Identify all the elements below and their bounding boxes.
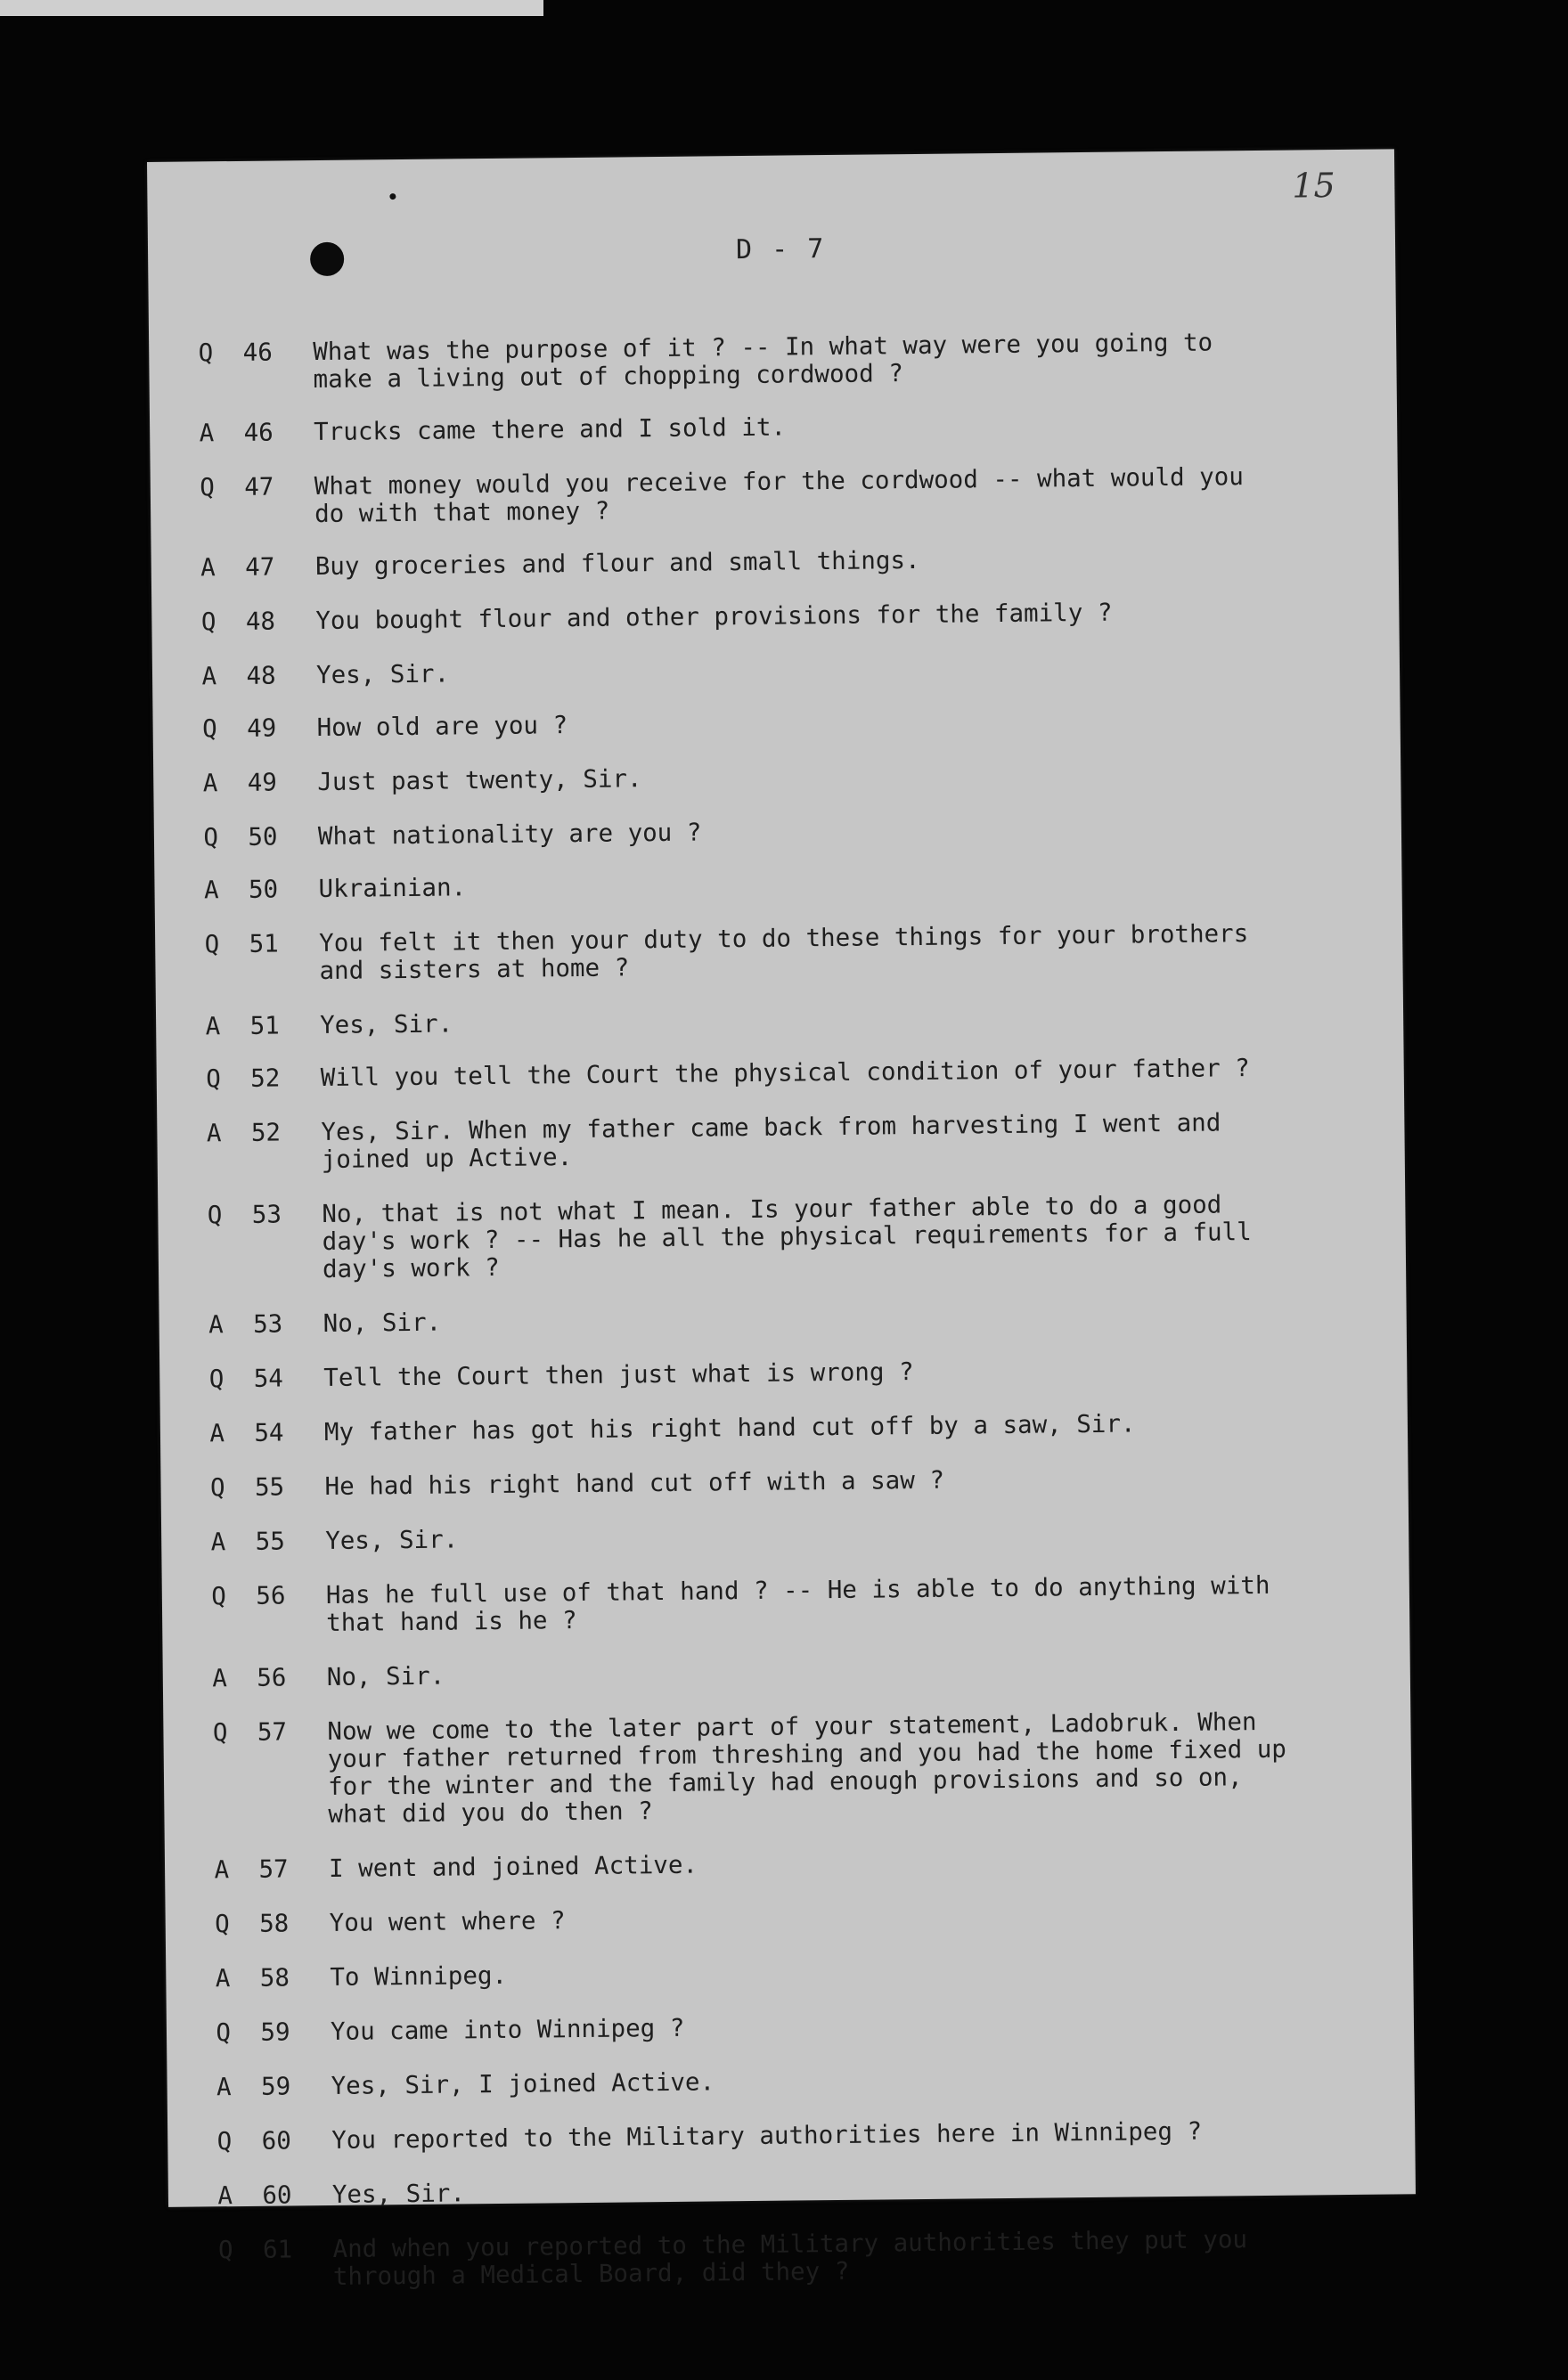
document-page <box>147 149 1416 2291</box>
qa-row <box>150 407 1397 448</box>
answer-marker: A <box>202 769 218 798</box>
question-marker: Q <box>208 1365 225 1394</box>
question-text: What money would you receive for the cordwood -- what would you do with that money ? <box>314 462 1244 529</box>
question-text: Will you tell the Court the physical condition of your father ? <box>320 1054 1250 1093</box>
question-marker: Q <box>200 607 216 637</box>
answer-text: Yes, Sir. <box>331 2179 466 2209</box>
question-text: Tell the Court then just what is wrong ? <box>323 1357 914 1392</box>
qa-row <box>154 811 1401 852</box>
handwritten-page-number: 15 <box>1292 166 1335 206</box>
answer-marker: A <box>215 1964 231 1993</box>
question-marker: Q <box>198 338 214 368</box>
entry-number: 56 <box>256 1581 286 1610</box>
qa-row <box>167 2007 1414 2048</box>
qa-row <box>157 1053 1404 1094</box>
answer-marker: A <box>210 1528 226 1557</box>
qa-row <box>160 1407 1408 1448</box>
entry-number: 52 <box>250 1118 282 1147</box>
entry-number: 54 <box>253 1364 284 1393</box>
question-text: Has he full use of that hand ? -- He is able to do anything with that hand is he ? <box>325 1570 1270 1637</box>
question-text: He had his right hand cut off with a saw ? <box>324 1465 945 1501</box>
entry-number: 48 <box>245 607 276 636</box>
answer-text: Yes, Sir. <box>319 1009 453 1040</box>
entry-number: 54 <box>254 1418 284 1447</box>
entry-number: 59 <box>260 2017 290 2047</box>
answer-marker: A <box>217 2181 233 2211</box>
entry-number: 58 <box>259 1963 290 1993</box>
answer-marker: A <box>199 419 215 448</box>
question-text: You came into Winnipeg ? <box>330 2013 685 2046</box>
answer-marker: A <box>205 1012 221 1041</box>
entry-number: 57 <box>257 1717 288 1747</box>
answer-marker: A <box>201 662 217 691</box>
entry-number: 46 <box>243 418 274 447</box>
qa-row <box>151 596 1399 637</box>
answer-text: Yes, Sir. When my father came back from harvesting I went and joined up Active. <box>321 1108 1221 1175</box>
answer-text: Yes, Sir. <box>325 1525 459 1555</box>
question-text: What nationality are you ? <box>317 818 702 852</box>
entry-number: 53 <box>251 1200 282 1229</box>
answer-text: Yes, Sir, I joined Active. <box>331 2067 715 2100</box>
qa-row <box>163 1652 1410 1693</box>
answer-text: To Winnipeg. <box>330 1960 508 1992</box>
question-marker: Q <box>217 2236 233 2265</box>
entry-number: 60 <box>261 2126 292 2156</box>
qa-row <box>159 1353 1407 1394</box>
question-marker: Q <box>204 930 220 959</box>
answer-text: Yes, Sir. <box>315 659 450 690</box>
qa-row <box>155 918 1403 987</box>
qa-row <box>152 650 1400 691</box>
qa-row <box>161 1516 1409 1557</box>
qa-row <box>160 1462 1408 1503</box>
answer-text: I went and joined Active. <box>328 1850 698 1883</box>
qa-row <box>156 1000 1403 1041</box>
entry-number: 55 <box>254 1472 285 1502</box>
qa-row <box>166 1952 1413 1993</box>
entry-number: 57 <box>258 1854 289 1884</box>
qa-row <box>167 2115 1415 2156</box>
question-text: You reported to the Military authorities here in Winnipeg ? <box>331 2116 1203 2155</box>
qa-row <box>165 1844 1412 1885</box>
answer-marker: A <box>209 1419 225 1448</box>
entry-number: 55 <box>255 1527 285 1556</box>
entry-number: 56 <box>257 1663 287 1692</box>
answer-text: Ukrainian. <box>318 873 467 904</box>
question-text: What was the purpose of it ? -- In what way were you going to make a living out of chopping cordwood ? <box>313 328 1213 395</box>
qa-row <box>151 542 1399 583</box>
qa-row <box>168 2224 1417 2293</box>
entry-number: 50 <box>248 822 278 852</box>
ink-speck <box>389 193 396 200</box>
qa-row <box>154 864 1401 905</box>
question-marker: Q <box>211 1582 227 1611</box>
entry-number: 51 <box>249 1011 280 1040</box>
entry-number: 47 <box>245 552 275 582</box>
answer-marker: A <box>200 553 216 583</box>
question-text: You felt it then your duty to do these things for your brothers and sisters at home ? <box>319 919 1249 986</box>
answer-text: My father has got his right hand cut off by a saw, Sir. <box>323 1409 1136 1447</box>
answer-marker: A <box>206 1119 222 1148</box>
answer-text: Trucks came there and I sold it. <box>314 412 787 447</box>
entry-number: 53 <box>252 1309 283 1339</box>
qa-row <box>151 461 1399 530</box>
top-edge-strip <box>0 0 543 16</box>
question-marker: Q <box>216 2127 233 2156</box>
entry-number: 52 <box>250 1064 281 1093</box>
question-text: How old are you ? <box>316 711 568 743</box>
question-text: And when you reported to the Military authorities they put you through a Medical Board, did they ? <box>332 2225 1248 2291</box>
question-marker: Q <box>216 2018 232 2048</box>
qa-row <box>153 757 1401 798</box>
question-text: Now we come to the later part of your statement, Ladobruk. When your father returned from threshing and you had the home fixed up for the winter and the family had enough provisions and so on, what did you do then ? <box>327 1708 1287 1829</box>
question-text: You bought flour and other provisions for the family ? <box>315 598 1113 636</box>
qa-row <box>163 1707 1411 1830</box>
qa-transcript <box>149 300 1417 2293</box>
entry-number: 49 <box>246 713 277 743</box>
entry-number: 59 <box>260 2072 291 2101</box>
qa-row <box>153 703 1401 744</box>
question-marker: Q <box>209 1473 225 1503</box>
entry-number: 61 <box>262 2235 293 2264</box>
answer-marker: A <box>214 1855 230 1885</box>
qa-row <box>158 1189 1406 1285</box>
qa-row <box>168 2170 1416 2211</box>
entry-number: 49 <box>247 768 278 797</box>
entry-number: 48 <box>246 661 276 690</box>
entry-number: 60 <box>262 2180 292 2210</box>
qa-row <box>166 1898 1413 1939</box>
qa-row <box>167 2061 1414 2102</box>
qa-row <box>159 1299 1407 1340</box>
question-text: No, that is not what I mean. Is your father able to do a good day's work ? -- Has he all the physical requirements for a full day's work ? <box>322 1190 1252 1284</box>
qa-row <box>157 1107 1405 1176</box>
punch-hole <box>310 242 344 276</box>
entry-number: 46 <box>242 338 273 367</box>
page-header: D - 7 <box>735 233 826 266</box>
entry-number: 51 <box>249 929 279 958</box>
qa-row <box>162 1570 1410 1639</box>
question-marker: Q <box>200 473 215 502</box>
answer-marker: A <box>203 876 219 905</box>
answer-text: No, Sir. <box>326 1661 445 1691</box>
question-marker: Q <box>207 1201 223 1230</box>
answer-marker: A <box>216 2073 232 2102</box>
question-marker: Q <box>214 1910 230 1939</box>
qa-row <box>149 327 1397 395</box>
answer-text: No, Sir. <box>323 1308 442 1339</box>
question-marker: Q <box>212 1718 228 1748</box>
answer-marker: A <box>212 1664 227 1693</box>
question-text: You went where ? <box>329 1906 566 1937</box>
answer-text: Buy groceries and flour and small things. <box>314 545 920 582</box>
question-marker: Q <box>206 1064 221 1094</box>
entry-number: 47 <box>244 472 274 501</box>
question-marker: Q <box>201 714 217 744</box>
answer-marker: A <box>208 1310 224 1340</box>
entry-number: 58 <box>258 1909 290 1938</box>
answer-text: Just past twenty, Sir. <box>317 764 642 797</box>
entry-number: 50 <box>248 875 279 904</box>
question-marker: Q <box>203 823 219 852</box>
